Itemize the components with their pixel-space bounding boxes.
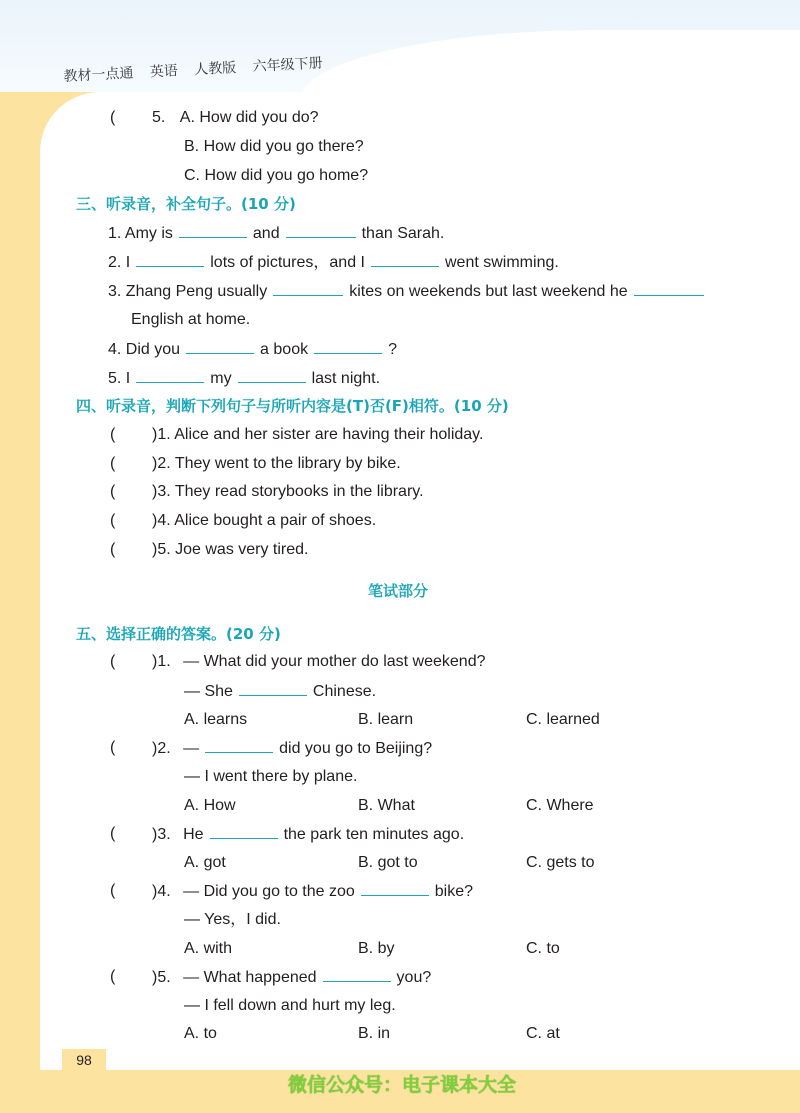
text: Amy is: [124, 225, 173, 242]
option-b: B. How did you go there?: [184, 138, 364, 155]
question-number: 1.: [108, 225, 122, 242]
s5-q4: [152, 881, 473, 902]
fill-blank[interactable]: [371, 252, 439, 267]
text: the park ten minutes ago.: [283, 826, 465, 843]
option-b[interactable]: B. in: [358, 1025, 391, 1042]
s5-q5: [152, 967, 431, 988]
text: — What happened: [183, 969, 317, 986]
s5-q1: [152, 652, 486, 672]
fill-blank[interactable]: [323, 967, 391, 982]
section4-title: 四、听录音，判断下列句子与所听内容是(T)否(F)相符。(10 分): [76, 397, 509, 415]
option-c: C. How did you go home?: [184, 167, 369, 184]
text: lots of pictures，and I: [210, 254, 365, 271]
fill-blank[interactable]: [136, 368, 204, 383]
section3-title: 三、听录音，补全句子。(10 分): [76, 195, 296, 213]
answer-paren[interactable]: (: [110, 882, 116, 899]
page-number: 98: [62, 1049, 106, 1071]
text: —: [183, 740, 200, 757]
prev-q5: [152, 108, 319, 128]
fill-blank[interactable]: [238, 368, 306, 383]
text: Zhang Peng usually: [125, 283, 268, 300]
option-c[interactable]: C. Where: [526, 797, 594, 814]
question-number: )2.: [152, 740, 171, 757]
question-number: 2.: [108, 254, 122, 271]
s3-q4: [108, 339, 397, 360]
option-a[interactable]: A. learns: [184, 711, 248, 728]
option-a[interactable]: A. got: [184, 854, 226, 871]
fill-blank[interactable]: [136, 252, 204, 267]
s4-item-1: )1. Alice and her sister are having their holiday.: [152, 426, 484, 443]
text: I: [125, 254, 131, 271]
option-a[interactable]: A. How: [184, 797, 236, 814]
option-c[interactable]: C. at: [526, 1025, 560, 1042]
fill-blank[interactable]: [179, 223, 247, 238]
answer-paren[interactable]: (: [110, 512, 116, 529]
text: He: [183, 826, 204, 843]
fill-blank[interactable]: [210, 824, 278, 839]
s5-q2: [152, 738, 432, 759]
option-b[interactable]: B. by: [358, 940, 395, 957]
answer-paren[interactable]: (: [110, 739, 116, 756]
answer-paren[interactable]: (: [110, 968, 116, 985]
fill-blank[interactable]: [314, 339, 382, 354]
option-c[interactable]: C. to: [526, 940, 560, 957]
subject: 英语: [149, 63, 179, 81]
option-a[interactable]: A. with: [184, 940, 233, 957]
s5-q5-line2: — I fell down and hurt my leg.: [184, 997, 396, 1014]
s4-item-5: )5. Joe was very tired.: [152, 541, 309, 558]
s4-item-3: )3. They read storybooks in the library.: [152, 483, 424, 500]
question-number: 5.: [152, 109, 166, 126]
text: ?: [388, 341, 397, 358]
option-c[interactable]: C. gets to: [526, 854, 595, 871]
text: went swimming.: [445, 254, 559, 271]
edition: 人教版: [193, 59, 237, 79]
text: than Sarah.: [361, 225, 445, 242]
fill-blank[interactable]: [239, 681, 307, 696]
text: — Did you go to the zoo: [183, 883, 355, 900]
answer-paren[interactable]: (: [110, 455, 116, 472]
question-number: )1.: [152, 653, 171, 670]
text: a book: [260, 341, 309, 358]
question-number: )5.: [152, 969, 171, 986]
text: Chinese.: [312, 683, 377, 700]
s3-q3: [108, 281, 710, 302]
option-a: A. How did you do?: [179, 109, 319, 126]
grade: 六年级下册: [252, 55, 323, 76]
footer-watermark: 微信公众号：电子课本大全: [288, 1074, 517, 1096]
fill-blank[interactable]: [186, 339, 254, 354]
question-number: )4.: [152, 883, 171, 900]
option-c[interactable]: C. learned: [526, 711, 600, 728]
s5-q2-line2: — I went there by plane.: [184, 768, 358, 785]
answer-paren: (: [110, 109, 116, 126]
written-part-heading: 笔试部分: [368, 582, 429, 600]
text: kites on weekends but last weekend he: [349, 283, 628, 300]
fill-blank[interactable]: [205, 738, 273, 753]
question-number: )3.: [152, 826, 171, 843]
question-number: 3.: [108, 283, 122, 300]
fill-blank[interactable]: [361, 881, 429, 896]
text: — What did your mother do last weekend?: [183, 653, 486, 670]
text: my: [210, 370, 232, 387]
text: did you go to Beijing?: [279, 740, 433, 757]
s5-q1-line2: [184, 681, 376, 702]
s3-q3-cont: English at home.: [131, 311, 251, 328]
s4-item-4: )4. Alice bought a pair of shoes.: [152, 512, 377, 529]
fill-blank[interactable]: [634, 281, 704, 296]
section5-title: 五、选择正确的答案。(20 分): [76, 625, 281, 643]
s5-q3: [152, 824, 464, 845]
option-b[interactable]: B. got to: [358, 854, 418, 871]
text: — She: [184, 683, 233, 700]
book-title: 教材一点通: [63, 65, 134, 86]
answer-paren[interactable]: (: [110, 541, 116, 558]
question-number: 5.: [108, 370, 122, 387]
text: I: [125, 370, 131, 387]
option-a[interactable]: A. to: [184, 1025, 217, 1042]
s5-q4-line2: — Yes，I did.: [184, 911, 281, 928]
text: bike?: [434, 883, 474, 900]
option-b[interactable]: B. What: [358, 797, 415, 814]
text: Did you: [125, 341, 181, 358]
option-b[interactable]: B. learn: [358, 711, 414, 728]
answer-paren[interactable]: (: [110, 426, 116, 443]
answer-paren[interactable]: (: [110, 483, 116, 500]
s3-q5: [108, 368, 380, 389]
s3-q1: [108, 223, 444, 244]
question-number: 4.: [108, 341, 122, 358]
fill-blank[interactable]: [273, 281, 343, 296]
text: and: [252, 225, 280, 242]
text: last night.: [311, 370, 381, 387]
answer-paren[interactable]: (: [110, 825, 116, 842]
s4-item-2: )2. They went to the library by bike.: [152, 455, 401, 472]
fill-blank[interactable]: [286, 223, 356, 238]
answer-paren[interactable]: (: [110, 653, 116, 670]
s3-q2: [108, 252, 559, 273]
text: you?: [396, 969, 432, 986]
